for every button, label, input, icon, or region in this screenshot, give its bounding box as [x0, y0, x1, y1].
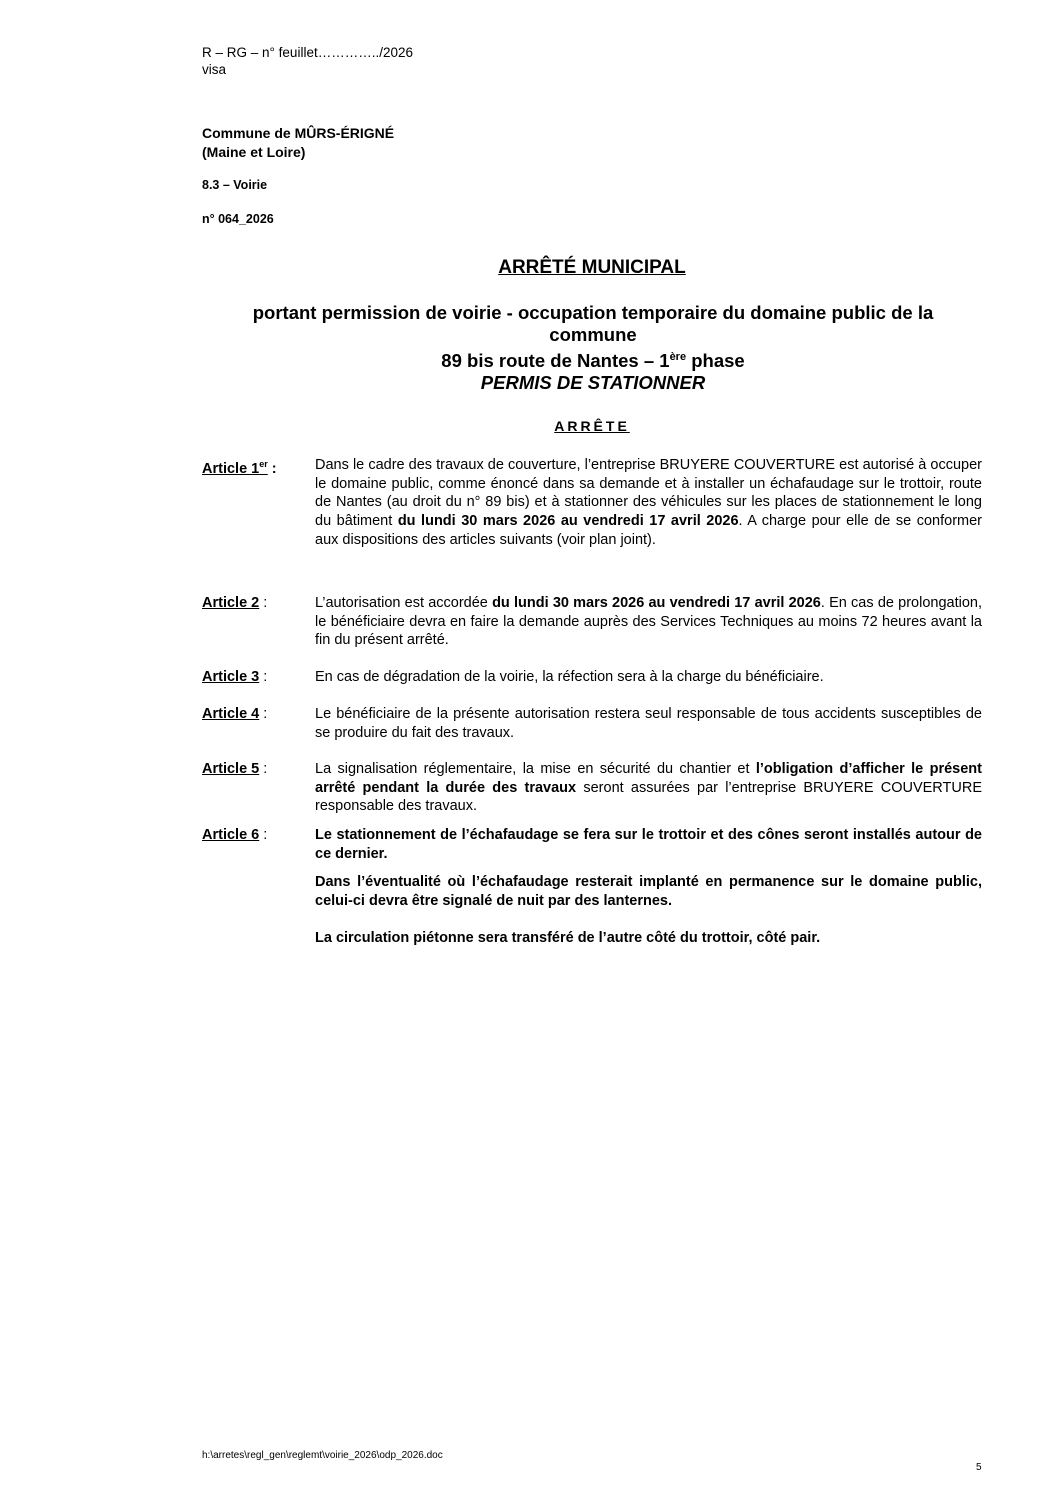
article-6-paragraph-1: Le stationnement de l’échafaudage se fera sur le trottoir et des cônes seront installés autour de ce dernier.: [315, 827, 982, 862]
article-1-text: Dans le cadre des travaux de couverture, l’entreprise BRUYERE COUVERTURE est autorisé à occuper le domaine public, comme énoncé dans sa demande et à installer un échafaudage sur le trottoir, route de Nantes (au droit du n° 89 bis) et à stationner des véhicules sur les places de stationnement le long du bâtiment du lundi 30 mars 2026 au vendredi 17 avril 2026. A charge pour elle de se conformer aux dispositions des articles suivants (voir plan joint).: [315, 457, 982, 548]
page-title: ARRÊTÉ MUNICIPAL: [498, 257, 686, 278]
commune-name: Commune de MÛRS-ÉRIGNÉ: [202, 125, 395, 141]
visa-label: visa: [202, 62, 227, 77]
article-4-label: Article 4 :: [202, 706, 268, 722]
article-1-label: Article 1er :: [202, 459, 277, 477]
subtitle: [215, 302, 971, 394]
arrete-number: n° 064_2026: [202, 212, 274, 226]
page-number: 5: [976, 1462, 982, 1473]
article-6-label: Article 6 :: [202, 827, 268, 843]
subtitle-line-2: commune: [549, 324, 637, 345]
article-2-label: Article 2 :: [202, 595, 268, 611]
article-5-label: Article 5 :: [202, 761, 268, 777]
file-path: h:\arretes\regl_gen\reglemt\voirie_2026\odp_2026.doc: [202, 1450, 443, 1461]
article-2-text: L’autorisation est accordée du lundi 30 mars 2026 au vendredi 17 avril 2026. En cas de prolongation, le bénéficiaire devra en faire la demande auprès des Services Techniques au moins 72 heures avant la fin du présent arrêté.: [315, 595, 982, 649]
article-3-label: Article 3 :: [202, 669, 268, 685]
article-5-text: La signalisation réglementaire, la mise en sécurité du chantier et l’obligation d’afficher le présent arrêté pendant la durée des travaux seront assurées par l’entreprise BRUYERE COUVERTURE responsable des travaux.: [315, 761, 982, 815]
category: 8.3 – Voirie: [202, 178, 268, 192]
article-6-paragraph-3: La circulation piétonne sera transféré de l’autre côté du trottoir, côté pair.: [315, 930, 821, 946]
article-6-paragraph-2: Dans l’éventualité où l’échafaudage resterait implanté en permanence sur le domaine public, celui-ci devra être signalé de nuit par des lanternes.: [315, 874, 982, 909]
subtitle-line-3: 89 bis route de Nantes – 1ère phase: [441, 350, 745, 372]
departement: (Maine et Loire): [202, 144, 306, 160]
reference-line: R – RG – n° feuillet…………../2026: [202, 45, 413, 60]
arrete-heading: ARRÊTE: [554, 418, 630, 434]
subtitle-line-4: PERMIS DE STATIONNER: [480, 372, 706, 394]
article-4-text: Le bénéficiaire de la présente autorisation restera seul responsable de tous accidents susceptibles de se produire du fait des travaux.: [315, 706, 982, 741]
subtitle-line-1: portant permission de voirie - occupation temporaire du domaine public de la: [252, 302, 934, 323]
article-3-text: En cas de dégradation de la voirie, la réfection sera à la charge du bénéficiaire.: [315, 669, 824, 685]
